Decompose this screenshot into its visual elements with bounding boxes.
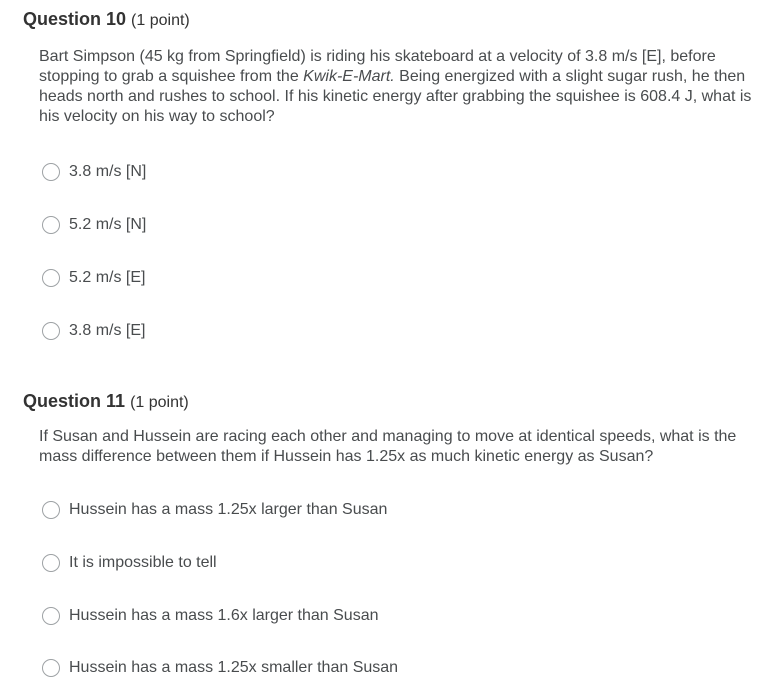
question-text-italic: Kwik-E-Mart.: [303, 68, 395, 85]
option-label: Hussein has a mass 1.25x smaller than Susan: [69, 659, 399, 676]
question-10-text: [39, 47, 759, 127]
option-label: 3.8 m/s [N]: [69, 163, 147, 180]
radio-button[interactable]: [42, 216, 60, 234]
radio-button[interactable]: [42, 607, 60, 625]
question-11-option-4[interactable]: [42, 659, 398, 677]
radio-button[interactable]: [42, 322, 60, 340]
question-10-option-3[interactable]: [42, 269, 145, 287]
radio-button[interactable]: [42, 269, 60, 287]
question-title-text: Question 10: [23, 9, 127, 29]
radio-button[interactable]: [42, 659, 60, 677]
radio-button[interactable]: [42, 501, 60, 519]
question-10-option-1[interactable]: [42, 163, 146, 181]
question-title-text: Question 11: [23, 391, 126, 411]
question-points: (1 point): [130, 394, 189, 411]
question-text: Bart Simpson (45 kg from Springfield) is riding his skateboard at a velocity of 3.8 m/s [E], before stopping to grab a squishee from the: [39, 48, 716, 85]
option-label: Hussein has a mass 1.25x larger than Susan: [69, 501, 388, 518]
option-label: It is impossible to tell: [69, 554, 217, 571]
radio-button[interactable]: [42, 554, 60, 572]
question-11-option-2[interactable]: [42, 554, 217, 572]
question-10-option-2[interactable]: [42, 216, 146, 234]
radio-button[interactable]: [42, 163, 60, 181]
question-11-text: [39, 427, 759, 467]
question-10-title: [23, 9, 190, 30]
question-11-title: [23, 391, 189, 412]
option-label: 3.8 m/s [E]: [69, 322, 146, 339]
question-10-option-4[interactable]: [42, 322, 145, 340]
question-11-option-1[interactable]: [42, 501, 387, 519]
question-text: If Susan and Hussein are racing each other and managing to move at identical speeds, what is the mass difference between them if Hussein has 1.25x as much kinetic energy as Susan?: [39, 428, 737, 465]
question-text: Being energized with a slight sugar rush, he then heads north and rushes to school. If his kinetic energy after grabbing the squishee is 608.4 J, what is his velocity on his way to school?: [39, 68, 752, 125]
option-label: Hussein has a mass 1.6x larger than Susan: [69, 607, 379, 624]
option-label: 5.2 m/s [N]: [69, 216, 147, 233]
option-label: 5.2 m/s [E]: [69, 269, 146, 286]
question-points: (1 point): [131, 12, 190, 29]
question-11-option-3[interactable]: [42, 607, 379, 625]
